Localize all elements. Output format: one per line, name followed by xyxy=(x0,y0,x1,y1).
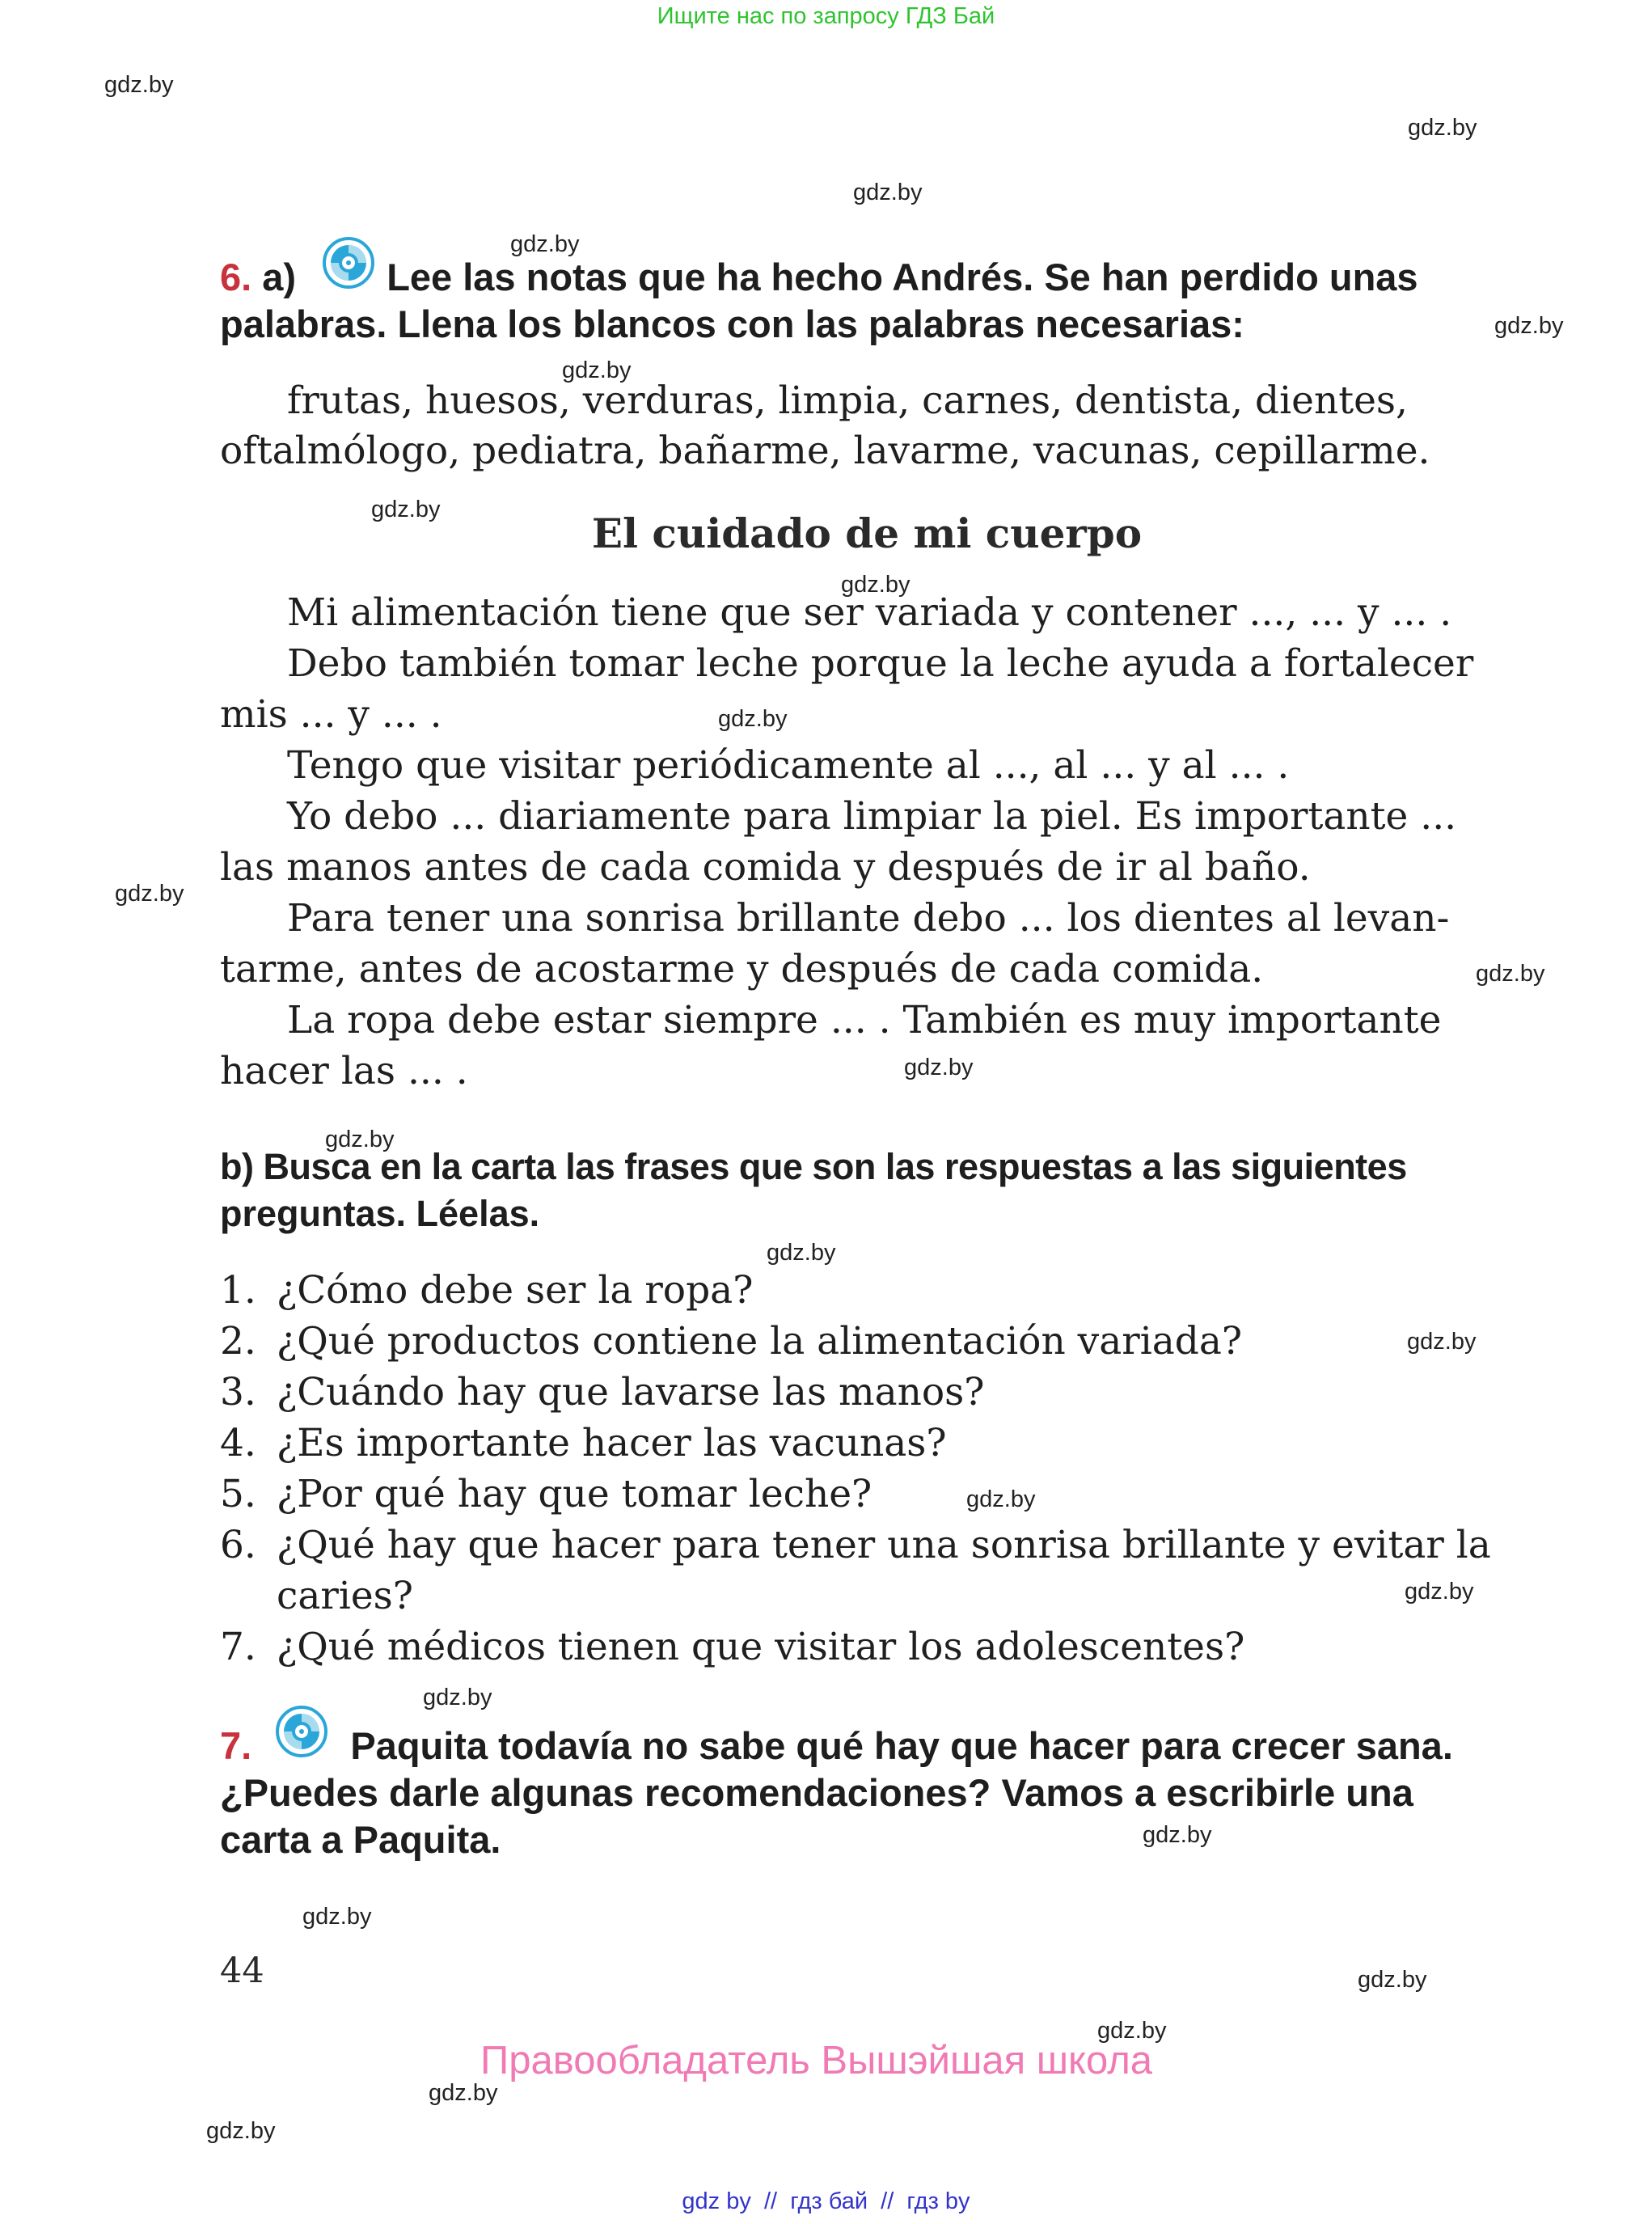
watermark: gdz.by xyxy=(1476,961,1545,987)
watermark: gdz.by xyxy=(104,72,174,98)
watermark: gdz.by xyxy=(115,881,184,907)
question-number: 5. xyxy=(220,1472,256,1516)
task6-part-a-label: a) xyxy=(262,256,297,298)
copyright-notice: Правообладатель Вышэйшая школа xyxy=(480,2039,1153,2082)
text-line: Tengo que visitar periódicamente al ..., al ... y al ... . xyxy=(287,743,1290,788)
text-line: Debo también tomar leche porque la leche ayuda a fortalecer xyxy=(287,641,1474,686)
question-number: 3. xyxy=(220,1370,256,1414)
question-text: ¿Cuándo hay que lavarse las manos? xyxy=(277,1370,985,1414)
watermark: gdz.by xyxy=(429,2080,498,2106)
cd-disc-icon xyxy=(322,236,375,290)
text-line: las manos antes de cada comida y después de ir al baño. xyxy=(220,845,1311,890)
watermark: gdz.by xyxy=(718,706,788,732)
question-text: ¿Qué hay que hacer para tener una sonrisa brillante y evitar la xyxy=(277,1523,1491,1567)
watermark: gdz.by xyxy=(1407,1329,1477,1355)
watermark: gdz.by xyxy=(1143,1822,1212,1848)
question-text: ¿Cómo debe ser la ropa? xyxy=(277,1268,754,1313)
question-number: 2. xyxy=(220,1319,256,1364)
text-line: tarme, antes de acostarme y después de cada comida. xyxy=(220,947,1264,991)
question-number: 7. xyxy=(220,1625,256,1669)
page-number: 44 xyxy=(220,1951,264,1991)
watermark: gdz.by xyxy=(1494,313,1564,339)
watermark: gdz.by xyxy=(302,1904,372,1930)
watermark: gdz.by xyxy=(206,2118,276,2144)
task7-line2: ¿Puedes darle algunas recomendaciones? Vamos a escribirle una xyxy=(220,1771,1413,1814)
task6-part-b-label: b) xyxy=(220,1146,254,1187)
footer-links[interactable]: gdz by // гдз бай // гдз by xyxy=(682,2188,970,2214)
watermark: gdz.by xyxy=(853,180,923,205)
question-text: ¿Qué productos contiene la alimentación variada? xyxy=(277,1319,1243,1364)
watermark: gdz.by xyxy=(841,572,911,598)
text-line: mis ... y ... . xyxy=(220,692,442,737)
text-line: Yo debo ... diariamente para limpiar la piel. Es importante ... xyxy=(287,794,1457,839)
watermark: gdz.by xyxy=(423,1685,492,1710)
cd-disc-icon xyxy=(275,1705,328,1758)
task6-instruction-line2: palabras. Llena los blancos con las palabras necesarias: xyxy=(220,302,1244,345)
watermark: gdz.by xyxy=(1097,2018,1167,2044)
question-number: 6. xyxy=(220,1523,256,1567)
task6-part-b-heading xyxy=(220,1144,1514,1190)
watermark: gdz.by xyxy=(371,497,441,522)
task6-number: 6. xyxy=(220,256,252,298)
header-notice: Ищите нас по запросу ГДЗ Бай xyxy=(657,3,995,29)
text-line: Mi alimentación tiene que ser variada y contener ..., ... y ... . xyxy=(287,590,1452,635)
watermark: gdz.by xyxy=(1408,115,1477,141)
task7-line1: Paquita todavía no sabe qué hay que hacer para crecer sana. xyxy=(350,1724,1453,1767)
question-text-continuation: caries? xyxy=(277,1574,413,1618)
task7-line3: carta a Paquita. xyxy=(220,1818,501,1861)
question-number: 1. xyxy=(220,1268,256,1313)
text-line: hacer las ... . xyxy=(220,1049,468,1093)
watermark: gdz.by xyxy=(510,231,580,257)
task7-number: 7. xyxy=(220,1724,252,1767)
word-bank-line: frutas, huesos, verduras, limpia, carnes, dentista, dientes, xyxy=(287,378,1408,423)
text-line: Para tener una sonrisa brillante debo ... los dientes al levan- xyxy=(287,896,1450,941)
task6-heading xyxy=(220,254,1514,301)
task6-part-b-line1: Busca en la carta las frases que son las respuestas a las siguientes xyxy=(263,1146,1407,1187)
watermark: gdz.by xyxy=(1405,1579,1474,1605)
text-title: El cuidado de mi cuerpo xyxy=(591,509,1143,557)
watermark: gdz.by xyxy=(767,1240,836,1266)
task6-part-b-line2: preguntas. Léelas. xyxy=(220,1193,540,1234)
text-line: La ropa debe estar siempre ... . También es muy importante xyxy=(287,998,1442,1042)
question-text: ¿Qué médicos tienen que visitar los adolescentes? xyxy=(277,1625,1245,1669)
watermark: gdz.by xyxy=(966,1486,1036,1512)
question-number: 4. xyxy=(220,1421,256,1465)
task6-instruction-line1: Lee las notas que ha hecho Andrés. Se han perdido unas xyxy=(387,256,1418,298)
task7-heading xyxy=(220,1723,1514,1769)
word-bank-line: oftalmólogo, pediatra, bañarme, lavarme, vacunas, cepillarme. xyxy=(220,429,1430,473)
watermark: gdz.by xyxy=(562,357,632,383)
question-text: ¿Es importante hacer las vacunas? xyxy=(277,1421,947,1465)
watermark: gdz.by xyxy=(1358,1967,1427,1993)
watermark: gdz.by xyxy=(325,1127,395,1152)
watermark: gdz.by xyxy=(904,1055,974,1080)
question-text: ¿Por qué hay que tomar leche? xyxy=(277,1472,872,1516)
